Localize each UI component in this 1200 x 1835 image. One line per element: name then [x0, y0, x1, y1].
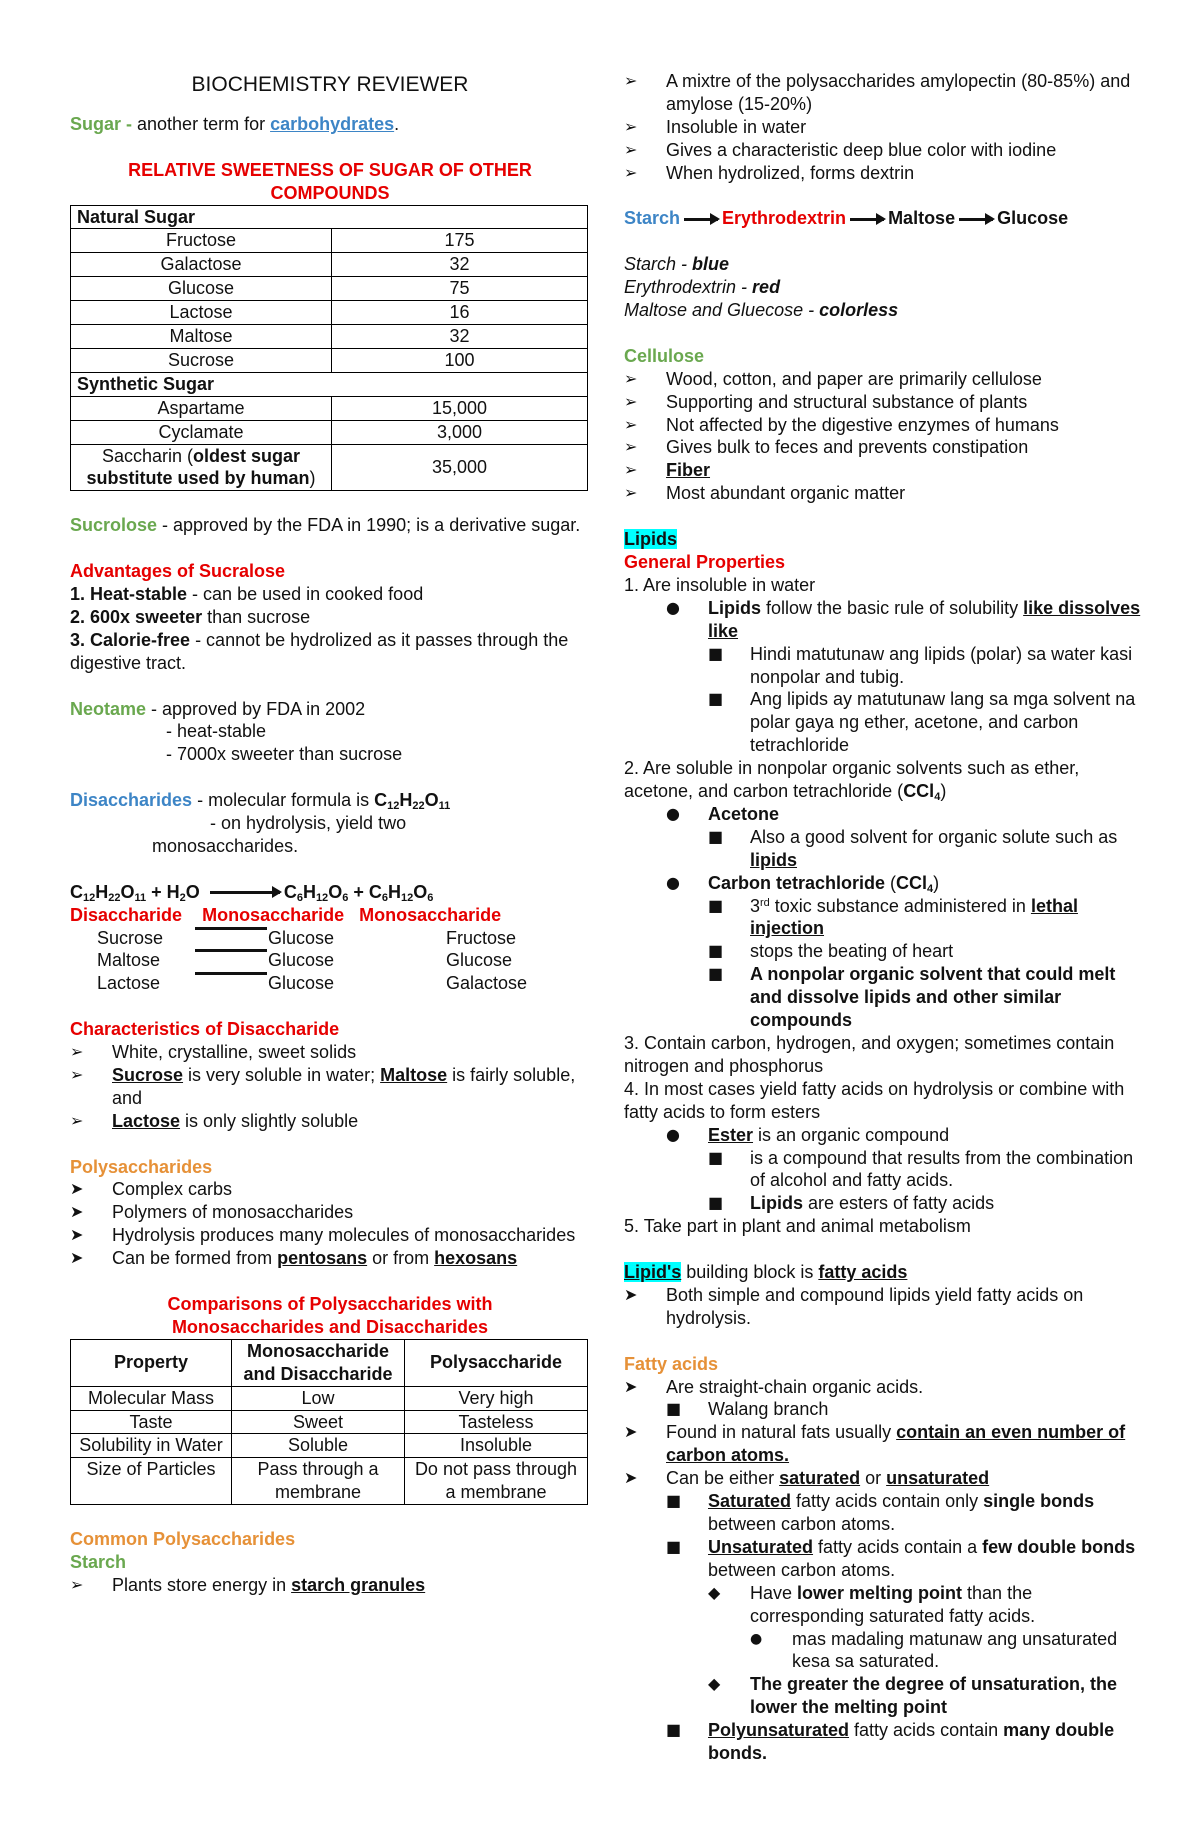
list-item: ➢ Insoluble in water: [624, 116, 1144, 139]
list-item: [70, 1110, 590, 1133]
sweetness-value: 15,000: [332, 396, 588, 420]
single-bonds-term: single bonds: [983, 1491, 1095, 1512]
lower-mp-term: lower melting point: [797, 1582, 963, 1603]
starch-heading: Starch: [70, 1551, 127, 1572]
ccl4-open: (: [885, 872, 897, 893]
lipids-term: lipids: [750, 849, 798, 870]
table-row: [71, 348, 588, 372]
pentosans-term: pentosans: [277, 1248, 368, 1269]
color-value: colorless: [819, 300, 899, 321]
chain-starch: Starch: [624, 208, 681, 229]
table-row: [71, 1458, 588, 1505]
table-cell: Molecular Mass: [71, 1386, 232, 1410]
disaccharides-definition: [70, 789, 590, 812]
sweetness-heading: [70, 159, 590, 205]
list-item: [624, 1124, 1144, 1147]
monosaccharide-2: Galactose: [446, 973, 528, 994]
building-list: [624, 1284, 1144, 1330]
ccl4-s1-text: toxic substance administered in: [769, 895, 1031, 916]
arrow-icon: [210, 891, 280, 894]
advantage-text: than sucrose: [202, 606, 311, 627]
sweetness-table: [70, 205, 588, 492]
color-value: blue: [692, 254, 730, 275]
sugar-text: another term for: [132, 113, 271, 134]
saturated-term: Saturated: [708, 1491, 792, 1512]
left-column: [70, 70, 590, 1597]
monosaccharide-1: Glucose: [268, 950, 335, 971]
table-row: [71, 1386, 588, 1410]
p2-end: ): [940, 781, 947, 802]
comparison-heading-line1: Comparisons of Polysaccharides with: [167, 1293, 493, 1314]
advantage-text: - cannot be hydrolized as it passes through the digestive tract.: [70, 629, 569, 673]
ester-text: is an organic compound: [753, 1124, 950, 1145]
equation-labels: [70, 904, 590, 927]
sweetness-value: 3,000: [332, 420, 588, 444]
lipids-possessive: Lipid's: [624, 1262, 682, 1283]
sucralose-definition: [70, 514, 590, 537]
starch-list-left: [70, 1574, 590, 1597]
list-item: ➤ Complex carbs: [70, 1178, 590, 1201]
i3-text: Can be either: [666, 1468, 780, 1489]
advantage-label: 1. Heat-stable: [70, 583, 188, 604]
sweetness-value: 75: [332, 277, 588, 301]
hexosans-term: hexosans: [434, 1248, 518, 1269]
carbohydrates-link[interactable]: carbohydrates: [270, 113, 395, 134]
header-property: Property: [71, 1339, 232, 1386]
table-header-row: [71, 1339, 588, 1386]
sweetness-value: 175: [332, 229, 588, 253]
d1-end: than the corresponding saturated fatty acids.: [750, 1582, 1036, 1626]
list-item: ■ Walang branch: [624, 1398, 1144, 1421]
list-item: ➢ A mixtre of the polysaccharides amylopectin (80-85%) and amylose (15-20%): [624, 70, 1144, 116]
list-item: [624, 826, 1144, 872]
list-item: [70, 606, 590, 629]
even-carbon-term: contain an even number of carbon atoms.: [666, 1422, 1126, 1466]
ccl4-formula: CCl$_4$: [903, 781, 941, 804]
disaccharide-name: Maltose: [97, 950, 161, 971]
list-item: ■ Ang lipids ay matutunaw lang sa mga solvent na polar gaya ng ether, acetone, and carbon tetrachloride: [624, 688, 1144, 757]
sugar-name: Glucose: [71, 277, 332, 301]
starch-item-a: Plants store energy in: [112, 1574, 292, 1595]
advantages-heading: Advantages of Sucralose: [70, 561, 286, 582]
fatty-acids-list-2: [624, 1421, 1144, 1490]
sweetness-value: 32: [332, 253, 588, 277]
right-column: [624, 70, 1144, 1765]
label-monosaccharide-1: Monosaccharide: [202, 904, 345, 925]
advantage-label: 3. Calorie-free: [70, 629, 191, 650]
sugar-name: Fructose: [71, 229, 332, 253]
saccharin-cell: [71, 444, 332, 491]
list-item: ● Acetone: [624, 803, 1144, 826]
list-item: [624, 1582, 1144, 1628]
list-item: ➢ Gives bulk to feces and prevents constipation: [624, 436, 1144, 459]
saccharin-pre: Saccharin (: [101, 445, 193, 466]
p2-text: 2. Are soluble in nonpolar organic solvents such as ether, acetone, and carbon tetrachloride (: [624, 758, 1080, 802]
list-item: ■ is a compound that results from the combination of alcohol and fatty acids.: [624, 1147, 1144, 1193]
arrow-icon: [684, 218, 718, 221]
table-row: [70, 927, 590, 950]
cellulose-list: [624, 368, 1144, 505]
list-item: [624, 253, 1144, 276]
common-poly-heading: Common Polysaccharides: [70, 1529, 296, 1550]
sat-end: between carbon atoms.: [708, 1514, 896, 1534]
saccharin-post: ): [309, 468, 316, 489]
list-item: [70, 1064, 590, 1110]
arrow-icon: [959, 218, 993, 221]
color-value: red: [752, 277, 781, 298]
unsat-end: between carbon atoms.: [708, 1559, 896, 1580]
property-1: 1. Are insoluble in water: [624, 574, 816, 595]
ccl4-s1-sup: rd: [760, 896, 770, 909]
hydrolysis-chain: [624, 207, 1144, 230]
sucrose-term: Sucrose: [112, 1064, 184, 1085]
arrow-icon: [850, 218, 884, 221]
table-row: [71, 1410, 588, 1434]
fatty-acids-term: fatty acids: [818, 1262, 908, 1283]
equation-rhs: $C_6H_{12}O_6 + C_6H_{12}O_6$: [283, 881, 434, 904]
polysaccharides-list: [70, 1178, 590, 1270]
table-cell: Tasteless: [405, 1410, 588, 1434]
table-cell: Low: [232, 1386, 405, 1410]
list-item: [70, 1247, 590, 1270]
advantages-list: [70, 583, 590, 675]
property-3: 3. Contain carbon, hydrogen, and oxygen; sometimes contain nitrogen and phosphorus: [624, 1033, 1115, 1076]
table-cell: Size of Particles: [71, 1458, 232, 1505]
list-item: [70, 629, 590, 675]
comparison-heading: [70, 1293, 590, 1339]
hydrolysis-equation: [70, 881, 590, 904]
table-row: [71, 253, 588, 277]
list-item: [624, 1467, 1144, 1490]
list-item: [624, 1490, 1144, 1536]
monosaccharide-1: Glucose: [268, 973, 335, 994]
table-row: [71, 420, 588, 444]
label-monosaccharide-2: Monosaccharide: [359, 904, 502, 925]
comparison-heading-line2: Monosaccharides and Disaccharides: [171, 1316, 489, 1337]
list-item: ➤ Are straight-chain organic acids.: [624, 1376, 1144, 1399]
disaccharide-name: Lactose: [97, 973, 161, 994]
list-item: [624, 1536, 1144, 1582]
list-item: [624, 459, 1144, 482]
list-item: ■ Hindi matutunaw ang lipids (polar) sa water kasi nonpolar and tubig.: [624, 643, 1144, 689]
list-item: [624, 299, 1144, 322]
unsaturated-term: Unsaturated: [708, 1536, 814, 1557]
table-row: [70, 949, 590, 972]
item3-text: is only slightly soluble: [180, 1110, 359, 1131]
char-disaccharide-list: [70, 1041, 590, 1133]
building-text: building block is: [681, 1262, 819, 1283]
disaccharides-term: Disaccharides: [70, 790, 193, 811]
sweetness-value: 100: [332, 348, 588, 372]
item2-text: is very soluble in water;: [183, 1064, 381, 1085]
disaccharides-line-3: monosaccharides.: [152, 835, 299, 856]
disaccharide-cell: [70, 927, 194, 950]
maltose-term: Maltose: [380, 1064, 448, 1085]
many-double-bonds-term: many double bonds.: [708, 1720, 1115, 1764]
list-item: ➢ Gives a characteristic deep blue color with iodine: [624, 139, 1144, 162]
color-subject: Erythrodextrin -: [624, 277, 753, 298]
list-item: ■ stops the beating of heart: [624, 940, 1144, 963]
sugar-name: Galactose: [71, 253, 332, 277]
table-cell: Solubility in Water: [71, 1434, 232, 1458]
sat-text: fatty acids contain only: [791, 1491, 984, 1512]
property-2: [624, 757, 1144, 803]
neotame-text: - approved by FDA in 2002: [146, 698, 366, 719]
chain-maltose: Maltose: [888, 208, 956, 229]
unsaturated-term: unsaturated: [886, 1468, 990, 1489]
list-item: ➢ Most abundant organic matter: [624, 482, 1144, 505]
disaccharide-pairs: [70, 927, 590, 996]
sugar-term: Sugar -: [70, 113, 133, 134]
table-row: [71, 277, 588, 301]
table-row: [71, 396, 588, 420]
list-item: [624, 597, 1144, 643]
i3-or: or: [860, 1468, 887, 1489]
monosaccharide-2: Fructose: [446, 927, 517, 948]
color-subject: Maltose and Gluecose -: [624, 300, 820, 321]
starch-list-right: [624, 70, 1144, 185]
list-item: ➢ When hydrolized, forms dextrin: [624, 162, 1144, 185]
ccl4-term: Carbon tetrachloride: [708, 872, 886, 893]
connector-line: [195, 927, 267, 930]
sugar-name: Sucrose: [71, 348, 332, 372]
table-cell: Pass through a membrane: [232, 1458, 405, 1505]
saccharin-value: 35,000: [332, 444, 588, 491]
disaccharides-text: - molecular formula is: [192, 790, 375, 811]
sweetness-value: 32: [332, 325, 588, 349]
like-dissolves-like: like dissolves like: [708, 597, 1141, 641]
double-bonds-term: few double bonds: [982, 1536, 1136, 1557]
lethal-injection-term: lethal injection: [750, 895, 1078, 939]
sweetness-heading-line2: COMPOUNDS: [270, 182, 390, 203]
sugar-name: Maltose: [71, 325, 332, 349]
comparison-table: [70, 1339, 588, 1505]
equation-lhs: $C_{12}H_{22}O_{11} + H_2O$: [70, 881, 200, 904]
list-item: ◆ The greater the degree of unsaturation, the lower the melting point: [624, 1673, 1144, 1719]
sweetness-heading-line1: RELATIVE SWEETNESS OF SUGAR OF OTHER: [128, 159, 532, 180]
list-item: ➤ Both simple and compound lipids yield fatty acids on hydrolysis.: [624, 1284, 1144, 1330]
ccl4-formula: CCl$_4$: [896, 872, 934, 895]
sugar-name: Lactose: [71, 301, 332, 325]
header-poly: Polysaccharide: [405, 1339, 588, 1386]
monosaccharide-1: Glucose: [268, 927, 335, 948]
list-item: ➢ Not affected by the digestive enzymes of humans: [624, 414, 1144, 437]
sugar-definition: [70, 113, 590, 136]
table-row: [71, 229, 588, 253]
polyunsaturated-term: Polyunsaturated: [708, 1720, 850, 1741]
poly-text: fatty acids contain: [849, 1720, 1004, 1741]
table-cell: Do not pass through a membrane: [405, 1458, 588, 1505]
list-item: ➢ White, crystalline, sweet solids: [70, 1041, 590, 1064]
fatty-acids-list: [624, 1376, 1144, 1399]
general-properties-heading: General Properties: [624, 551, 786, 572]
list-item: ➢ Supporting and structural substance of plants: [624, 391, 1144, 414]
neotame-term: Neotame: [70, 698, 147, 719]
list-item: ■ A nonpolar organic solvent that could melt and dissolve lipids and other similar compounds: [624, 963, 1144, 1032]
table-row: [71, 325, 588, 349]
list-item: [624, 1719, 1144, 1765]
advantage-label: 2. 600x sweeter: [70, 606, 203, 627]
lipids-term: Lipids: [708, 597, 761, 618]
table-cell: Soluble: [232, 1434, 405, 1458]
cellulose-heading: Cellulose: [624, 345, 705, 366]
page-title: BIOCHEMISTRY REVIEWER: [191, 73, 469, 96]
property-5: 5. Take part in plant and animal metabolism: [624, 1216, 971, 1237]
ester-term: Ester: [708, 1124, 754, 1145]
lactose-term: Lactose: [112, 1110, 181, 1131]
comparison-rows: [71, 1386, 588, 1505]
polysaccharides-heading: Polysaccharides: [70, 1156, 213, 1177]
ccl4-s1-num: 3: [750, 895, 761, 916]
sweetness-value: 16: [332, 301, 588, 325]
disaccharide-cell: [70, 972, 194, 995]
disaccharide-name: Sucrose: [97, 927, 164, 948]
poly-last-c: or from: [367, 1248, 435, 1269]
char-disaccharide-heading: Characteristics of Disaccharide: [70, 1019, 340, 1040]
advantage-text: - can be used in cooked food: [187, 583, 424, 604]
disaccharide-cell: [70, 949, 194, 972]
list-item: [624, 1421, 1144, 1467]
natural-sugar-label: Natural Sugar: [71, 205, 588, 229]
table-row: [71, 301, 588, 325]
acetone-text: Also a good solvent for organic solute such as: [750, 826, 1118, 847]
label-disaccharide: Disaccharide: [70, 904, 183, 925]
unsat-text: fatty acids contain a: [813, 1536, 983, 1557]
table-cell: Very high: [405, 1386, 588, 1410]
synthetic-sugar-rows: [71, 396, 588, 444]
neotame-definition: [70, 698, 590, 721]
list-item: [624, 872, 1144, 895]
table-row: [70, 972, 590, 995]
table-cell: Insoluble: [405, 1434, 588, 1458]
connector-line: [195, 949, 267, 952]
i2-text: Found in natural fats usually: [666, 1422, 897, 1443]
natural-sugar-rows: [71, 229, 588, 372]
disaccharide-formula: $C_{12}H_{22}O_{11}$: [374, 790, 451, 813]
list-item: ➤ Hydrolysis produces many molecules of monosaccharides: [70, 1224, 590, 1247]
table-row: [71, 444, 588, 491]
lipids-heading: [624, 528, 1144, 551]
lipids-heading-text: Lipids: [624, 529, 677, 550]
monosaccharide-2: Glucose: [446, 950, 513, 971]
building-block: [624, 1261, 1144, 1284]
table-cell: Taste: [71, 1410, 232, 1434]
item2-end: is fairly soluble, and: [112, 1064, 576, 1108]
sucralose-term: Sucrolose: [70, 515, 158, 536]
table-cell: Sweet: [232, 1410, 405, 1434]
synthetic-sugar-label: Synthetic Sugar: [71, 372, 588, 396]
connector-line: [195, 972, 267, 975]
list-item: [70, 583, 590, 606]
sugar-name: Aspartame: [71, 396, 332, 420]
list-item: [624, 1192, 1144, 1215]
list-item: [624, 276, 1144, 299]
list-item: [624, 895, 1144, 941]
p1-b1-text: follow the basic rule of solubility: [761, 597, 1024, 618]
sugar-name: Cyclamate: [71, 420, 332, 444]
d1-text: Have: [750, 1582, 798, 1603]
lipids-term: Lipids: [750, 1193, 803, 1214]
poly-last-a: Can be formed from: [112, 1248, 278, 1269]
list-item: ➤ Polymers of monosaccharides: [70, 1201, 590, 1224]
saturated-term: saturated: [779, 1468, 861, 1489]
ester-s2-text: are esters of fatty acids: [803, 1193, 995, 1214]
color-subject: Starch -: [624, 254, 693, 275]
starch-granules-term: starch granules: [291, 1574, 426, 1595]
disaccharides-line-2: - on hydrolysis, yield two: [210, 813, 407, 834]
header-mono-di: Monosaccharide and Disaccharide: [232, 1339, 405, 1386]
chain-erythrodextrin: Erythrodextrin: [722, 208, 847, 229]
neotame-line-2: - 7000x sweeter than sucrose: [166, 744, 403, 765]
list-item: ➢ Wood, cotton, and paper are primarily cellulose: [624, 368, 1144, 391]
sucralose-text: - approved by the FDA in 1990; is a derivative sugar.: [157, 515, 581, 536]
sugar-end: .: [394, 113, 400, 134]
saccharin-bold: oldest sugar substitute used by human: [86, 445, 310, 489]
fatty-acids-heading: Fatty acids: [624, 1353, 719, 1374]
table-row: [71, 1434, 588, 1458]
property-4: 4. In most cases yield fatty acids on hydrolysis or combine with fatty acids to form esters: [624, 1078, 1125, 1122]
chain-glucose: Glucose: [997, 208, 1069, 229]
list-item: [70, 1574, 590, 1597]
neotame-line-1: - heat-stable: [166, 721, 267, 742]
iodine-color-list: [624, 253, 1144, 322]
fiber-term: Fiber: [666, 460, 711, 481]
ccl4-close: ): [933, 872, 940, 893]
list-item: ● mas madaling matunaw ang unsaturated kesa sa saturated.: [624, 1628, 1144, 1674]
